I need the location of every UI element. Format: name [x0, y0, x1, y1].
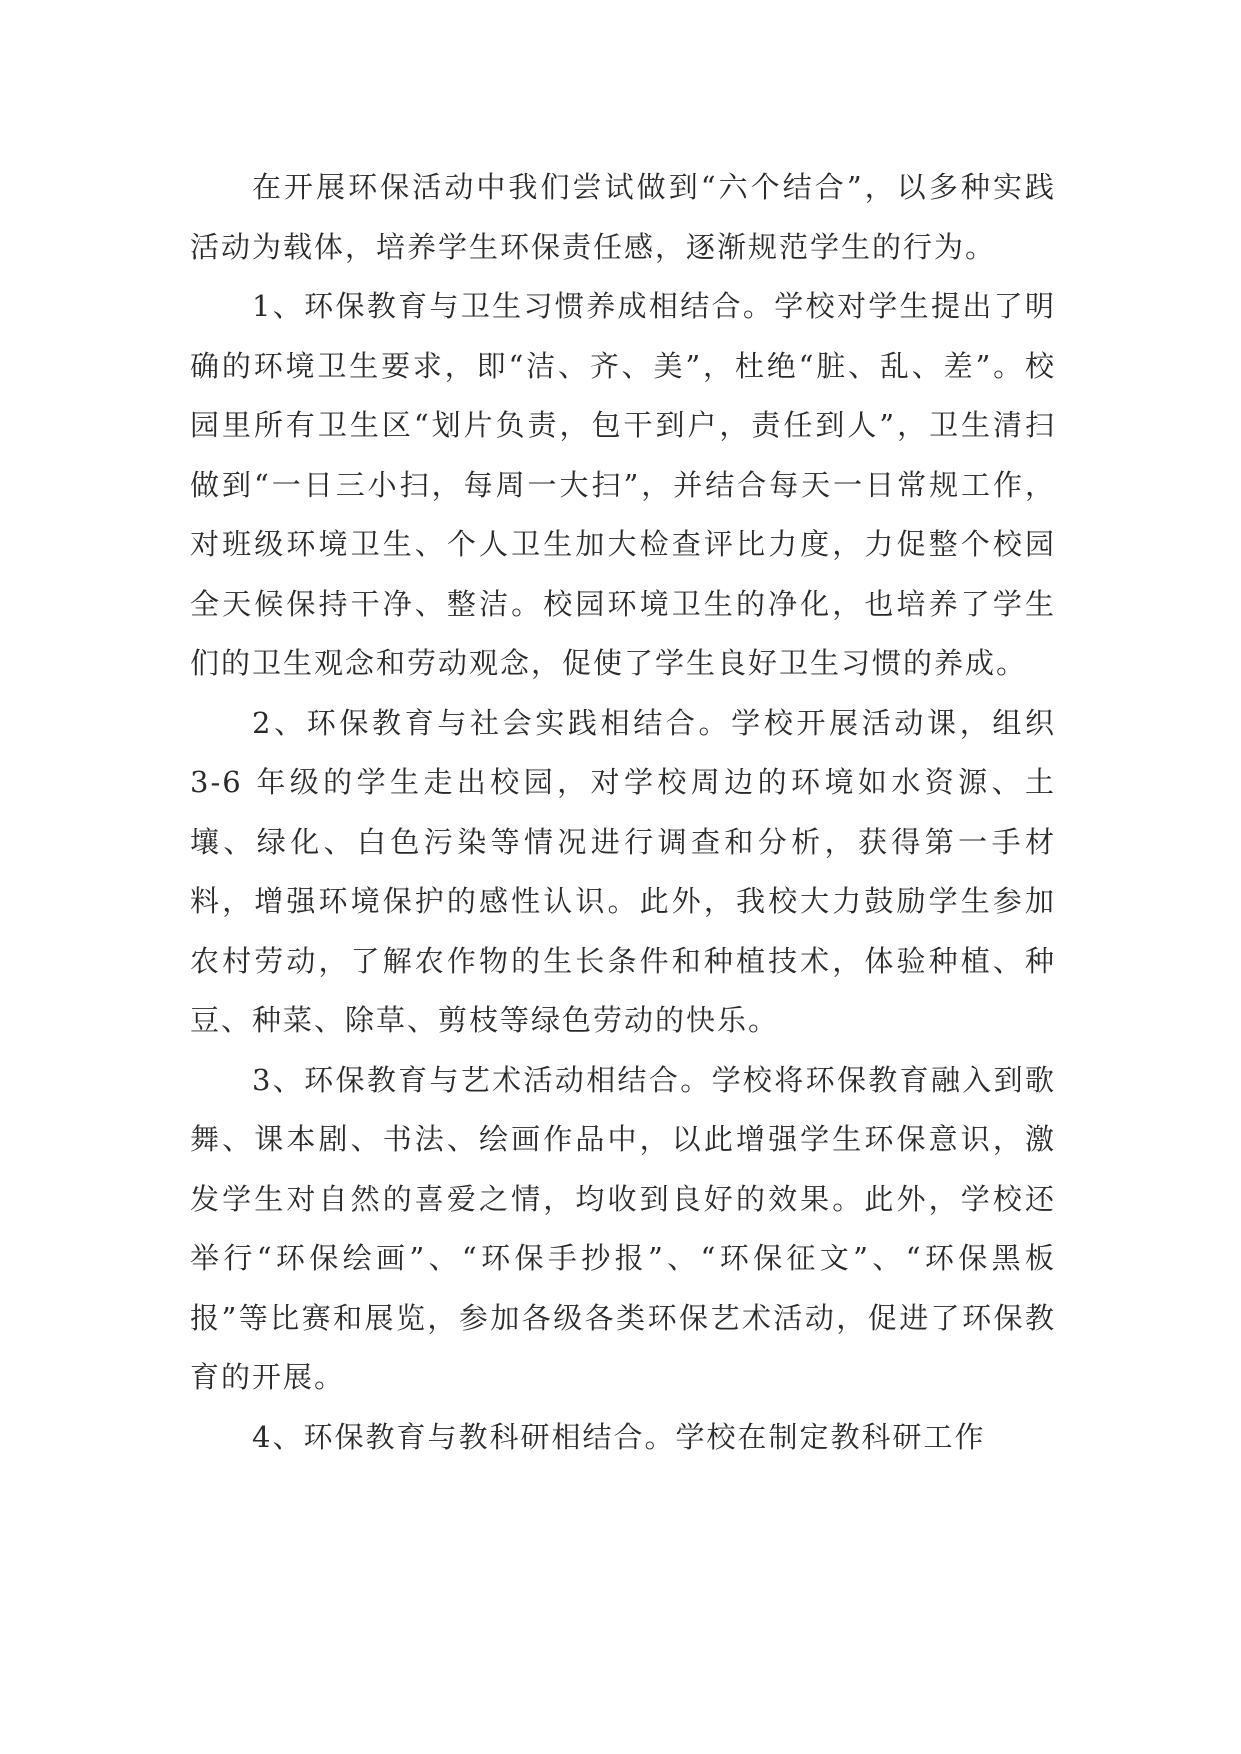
paragraph-3-art-activities: 3、环保教育与艺术活动相结合。学校将环保教育融入到歌舞、课本剧、书法、绘画作品中，以此增强学生环保意识，激发学生对自然的喜爱之情，均收到良好的效果。此外，学校还举行“环保绘画”、“环保手抄报”、“环保征文”、“环保黑板报”等比赛和展览，参加各级各类环保艺术活动，促进了环保教育的开展。	[190, 1062, 1056, 1394]
paragraph-2-social-practice: 2、环保教育与社会实践相结合。学校开展活动课，组织 3-6 年级的学生走出校园，对学校周边的环境如水资源、土壤、绿化、白色污染等情况进行调查和分析，获得第一手材料，增强环境保护的感性认识。此外，我校大力鼓励学生参加农村劳动，了解农作物的生长条件和种植技术，体验种植、种豆、种菜、除草、剪枝等绿色劳动的快乐。	[190, 705, 1056, 1037]
document-body	[190, 158, 1056, 1467]
paragraph-1-hygiene: 1、环保教育与卫生习惯养成相结合。学校对学生提出了明确的环境卫生要求，即“洁、齐、美”，杜绝“脏、乱、差”。校园里所有卫生区“划片负责，包干到户，责任到人”，卫生清扫做到“一日三小扫，每周一大扫”，并结合每天一日常规工作，对班级环境卫生、个人卫生加大检查评比力度，力促整个校园全天候保持干净、整洁。校园环境卫生的净化，也培养了学生们的卫生观念和劳动观念，促使了学生良好卫生习惯的养成。	[190, 289, 1056, 680]
paragraph-4-research: 4、环保教育与教科研相结合。学校在制定教科研工作	[252, 1419, 986, 1454]
paragraph-intro: 在开展环保活动中我们尝试做到“六个结合”，以多种实践活动为载体，培养学生环保责任感，逐渐规范学生的行为。	[190, 170, 1056, 264]
